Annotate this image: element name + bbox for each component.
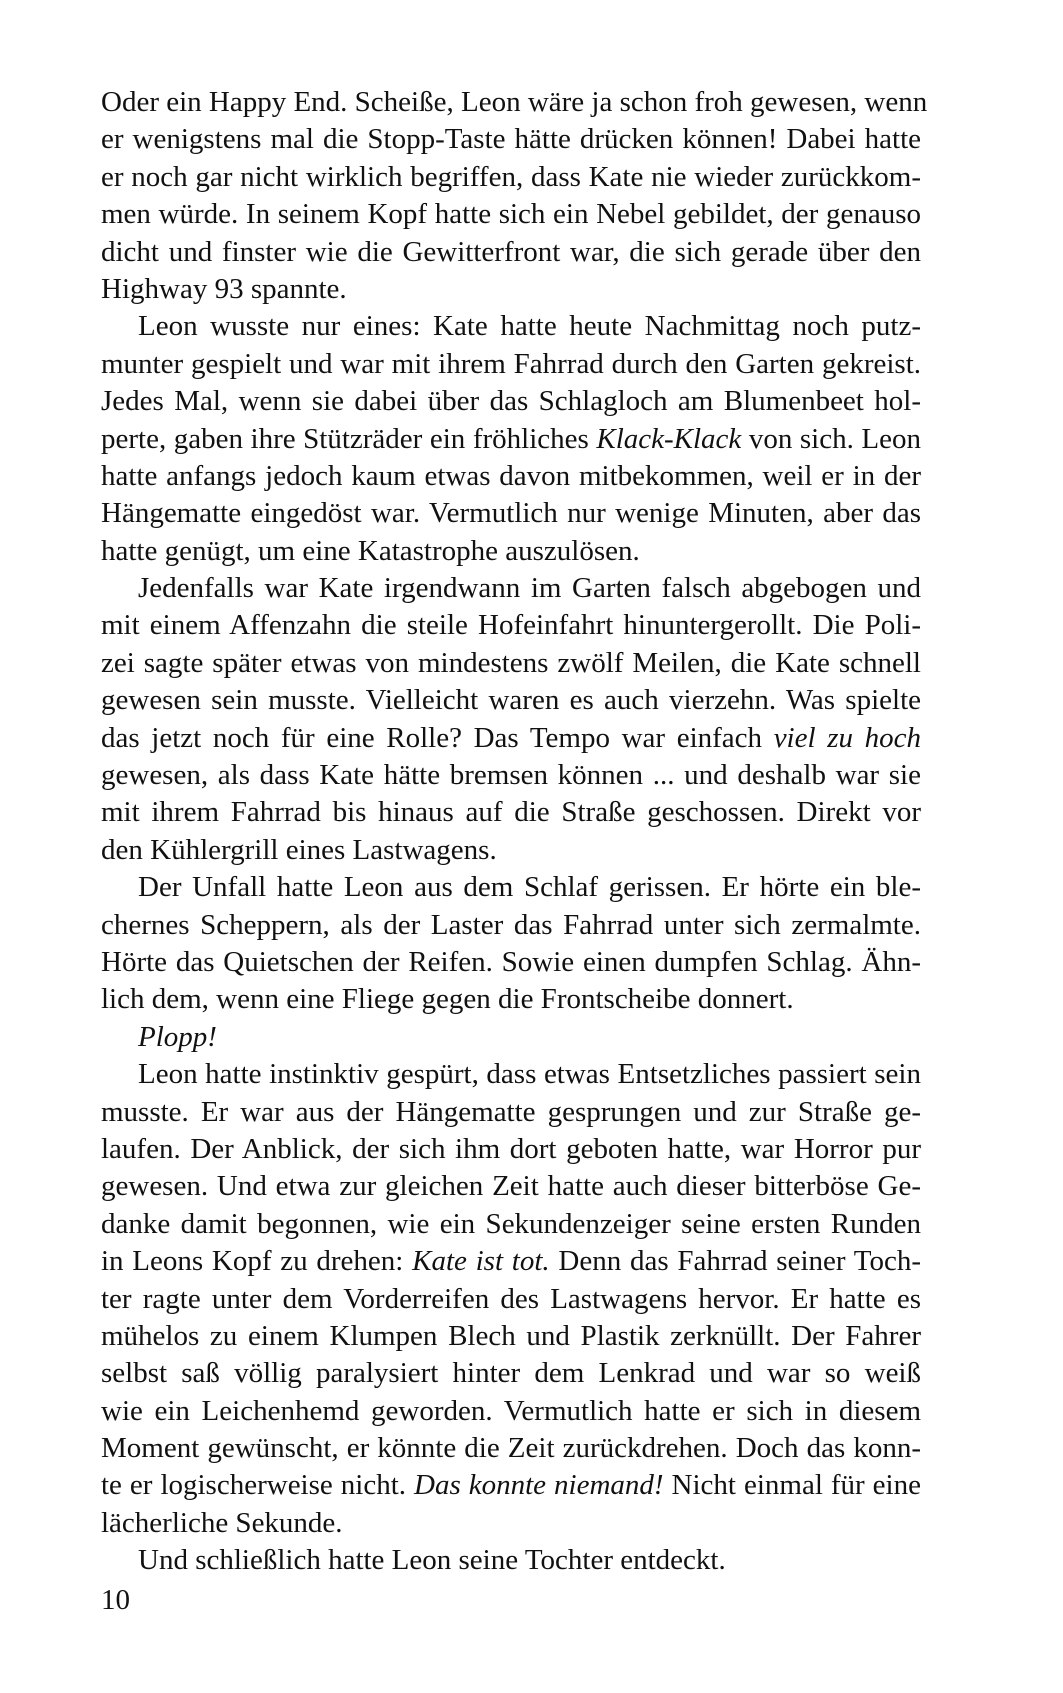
text-run: er wenigstens mal die Stopp-Taste hätte drücken können! Dabei hatte	[101, 123, 921, 156]
text-run: laufen. Der Anblick, der sich ihm dort geboten hatte, war Horror pur	[101, 1132, 921, 1165]
text-line	[101, 1019, 921, 1056]
text-run: gewesen sein musste. Vielleicht waren es auch vierzehn. Was spielte	[101, 684, 921, 717]
text-run: chernes Scheppern, als der Laster das Fahrrad unter sich zermalmte.	[101, 908, 921, 941]
text-line	[101, 720, 921, 757]
text-run: Nicht einmal für eine	[663, 1469, 921, 1502]
text-run: zei sagte später etwas von mindestens zwölf Meilen, die Kate schnell	[101, 646, 921, 679]
text-run: Denn das Fahrrad seiner Toch-	[549, 1245, 921, 1278]
text-run: hatte anfangs jedoch kaum etwas davon mitbekommen, weil er in der	[101, 459, 921, 492]
text-line	[101, 533, 921, 570]
text-line	[101, 1355, 921, 1392]
text-line	[101, 121, 921, 158]
text-run: Jedes Mal, wenn sie dabei über das Schlagloch am Blumenbeet hol-	[101, 385, 921, 418]
text-line	[101, 1542, 921, 1579]
text-line	[101, 271, 921, 308]
text-line	[101, 1281, 921, 1318]
page-number: 10	[101, 1584, 130, 1616]
text-run: Der Unfall hatte Leon aus dem Schlaf gerissen. Er hörte ein ble-	[138, 871, 921, 904]
text-line	[101, 383, 921, 420]
text-run: mit einem Affenzahn die steile Hofeinfahrt hinuntergerollt. Die Poli-	[101, 609, 921, 642]
text-run: von sich. Leon	[741, 422, 921, 455]
text-line	[101, 832, 921, 869]
text-line	[101, 308, 921, 345]
text-run: lächerliche Sekunde.	[101, 1506, 343, 1539]
text-line	[101, 346, 921, 383]
text-run: lich dem, wenn eine Fliege gegen die Frontscheibe donnert.	[101, 983, 794, 1016]
text-run: Highway 93 spannte.	[101, 272, 347, 305]
italic-text: Plopp!	[138, 1020, 217, 1053]
text-line	[101, 1056, 921, 1093]
text-run: den Kühlergrill eines Lastwagens.	[101, 833, 497, 866]
text-run: er noch gar nicht wirklich begriffen, dass Kate nie wieder zurückkom-	[101, 160, 921, 193]
text-line	[101, 1243, 921, 1280]
text-run: Leon wusste nur eines: Kate hatte heute Nachmittag noch putz-	[138, 310, 921, 343]
text-line	[101, 645, 921, 682]
text-line	[101, 234, 921, 271]
text-run: Leon hatte instinktiv gespürt, dass etwas Entsetzliches passiert sein	[138, 1058, 921, 1091]
text-run: perte, gaben ihre Stützräder ein fröhliches	[101, 422, 597, 455]
text-run: hatte genügt, um eine Katastrophe auszulösen.	[101, 534, 640, 567]
text-line	[101, 196, 921, 233]
text-run: Hörte das Quietschen der Reifen. Sowie einen dumpfen Schlag. Ähn-	[101, 945, 921, 978]
text-run: selbst saß völlig paralysiert hinter dem Lenkrad und war so weiß	[101, 1357, 921, 1390]
text-run: dicht und finster wie die Gewitterfront war, die sich gerade über den	[101, 235, 921, 268]
text-line	[101, 944, 921, 981]
text-line	[101, 1094, 921, 1131]
text-line	[101, 1505, 921, 1542]
text-run: men würde. In seinem Kopf hatte sich ein Nebel gebildet, der genauso	[101, 198, 921, 231]
text-line	[101, 682, 921, 719]
text-line	[101, 1467, 921, 1504]
text-run: danke damit begonnen, wie ein Sekundenzeiger seine ersten Runden	[101, 1207, 921, 1240]
text-run: Und schließlich hatte Leon seine Tochter entdeckt.	[138, 1544, 726, 1577]
text-run: ter ragte unter dem Vorderreifen des Lastwagens hervor. Er hatte es	[101, 1282, 921, 1315]
text-line	[101, 1206, 921, 1243]
text-line	[101, 981, 921, 1018]
text-line	[101, 570, 921, 607]
text-line	[101, 907, 921, 944]
body-text	[101, 84, 928, 1580]
text-run: gewesen. Und etwa zur gleichen Zeit hatte auch dieser bitterböse Ge-	[101, 1170, 921, 1203]
text-run: mühelos zu einem Klumpen Blech und Plastik zerknüllt. Der Fahrer	[101, 1319, 921, 1352]
text-line	[101, 607, 921, 644]
text-line	[101, 1168, 921, 1205]
text-line	[101, 1393, 921, 1430]
text-line	[101, 159, 921, 196]
text-run: Oder ein Happy End. Scheiße, Leon wäre ja schon froh gewesen, wenn	[101, 86, 928, 118]
text-run: gewesen, als dass Kate hätte bremsen können ... und deshalb war sie	[101, 759, 921, 792]
text-run: das jetzt noch für eine Rolle? Das Tempo war einfach	[101, 721, 774, 754]
text-run: in Leons Kopf zu drehen:	[101, 1245, 413, 1278]
italic-text: Klack-Klack	[596, 422, 742, 455]
text-line	[101, 1318, 921, 1355]
italic-text: Kate ist tot.	[412, 1245, 550, 1278]
text-line	[101, 421, 921, 458]
text-line	[101, 1430, 921, 1467]
italic-text: viel zu hoch	[773, 721, 921, 754]
text-line	[101, 495, 921, 532]
text-run: Moment gewünscht, er könnte die Zeit zurückdrehen. Doch das konn-	[101, 1432, 921, 1465]
text-run: Jedenfalls war Kate irgendwann im Garten falsch abgebogen und	[138, 572, 921, 605]
text-run: munter gespielt und war mit ihrem Fahrrad durch den Garten gekreist.	[101, 347, 921, 380]
text-run: Hängematte eingedöst war. Vermutlich nur wenige Minuten, aber das	[101, 497, 921, 530]
text-line	[101, 869, 921, 906]
text-line	[101, 458, 921, 495]
text-line	[101, 1131, 921, 1168]
text-run: musste. Er war aus der Hängematte gesprungen und zur Straße ge-	[101, 1095, 921, 1128]
text-line	[101, 757, 921, 794]
text-run: te er logischerweise nicht.	[101, 1469, 414, 1502]
text-line	[101, 84, 928, 121]
text-run: mit ihrem Fahrrad bis hinaus auf die Straße geschossen. Direkt vor	[101, 796, 921, 829]
italic-text: Das konnte niemand!	[414, 1469, 664, 1502]
text-line	[101, 794, 921, 831]
text-run: wie ein Leichenhemd geworden. Vermutlich hatte er sich in diesem	[101, 1394, 921, 1427]
